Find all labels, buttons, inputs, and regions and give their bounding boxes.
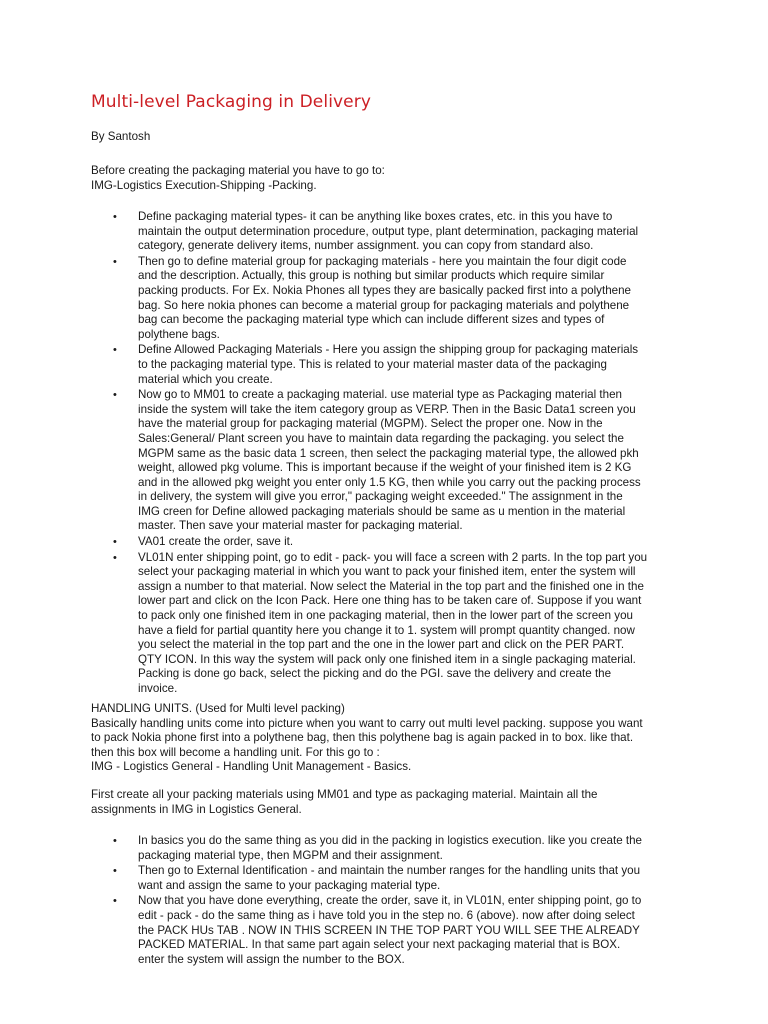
list-item-line: select your packaging material in which you want to pack your finished item, enter the system will bbox=[138, 565, 636, 579]
list-item-line: weight, allowed pkg volume. This is important because if the weight of your finished item is 2 KG bbox=[138, 461, 632, 475]
list-item-line: and in the allowed pkg weight you enter only 1.5 KG, then while you carry out the packing process bbox=[138, 475, 641, 489]
list-item bbox=[91, 210, 691, 254]
list-item-line: you select the material in the top part and the one in the lower part and click on the PER PART. bbox=[138, 638, 625, 652]
bullet-icon: • bbox=[113, 389, 117, 402]
list-item-line: and the description. Actually, this group is nothing but similar products which require similar bbox=[138, 269, 605, 283]
document-title: Multi-level Packaging in Delivery bbox=[91, 92, 371, 112]
list-item-line: Now go to MM01 to create a packaging material. use material type as Packaging material then bbox=[138, 388, 622, 402]
list-item-line: enter the system will assign the number to the BOX. bbox=[138, 952, 405, 966]
list-item-line: Then go to define material group for packaging materials - here you maintain the four digit code bbox=[138, 254, 627, 268]
list-item bbox=[91, 388, 691, 534]
list-item-line: packaging material type, then MGPM and their assignment. bbox=[138, 848, 443, 862]
bullet-icon: • bbox=[113, 865, 117, 878]
list-item bbox=[91, 255, 691, 343]
list-item-line: VL01N enter shipping point, go to edit - pack- you will face a screen with 2 parts. In the top part you bbox=[138, 550, 648, 564]
list-item-line: material which you create. bbox=[138, 372, 273, 386]
list-item-line: lower part and click on the Icon Pack. Here one thing has to be taken care of. Suppose if you want bbox=[138, 594, 642, 608]
first-create-line: assignments in IMG in Logistics General. bbox=[91, 802, 302, 816]
list-item-line: Sales:General/ Plant screen you have to maintain data regarding the packaging. you select the bbox=[138, 431, 624, 445]
list-item-line: PACKED MATERIAL. In that same part again select your next packaging material that is BOX. bbox=[138, 938, 621, 952]
list-item-line: Define Allowed Packaging Materials - Here you assign the shipping group for packaging materials bbox=[138, 343, 639, 357]
list-item bbox=[91, 343, 691, 387]
list-item-line: in delivery, the system will give you error," packaging weight exceeded." The assignment in the bbox=[138, 490, 623, 504]
bullet-icon: • bbox=[113, 835, 117, 847]
list-item-line: have a field for partial quantity here you change it to 1. system will prompt quantity changed. now bbox=[138, 623, 635, 637]
list-item-line: packing products. For Ex. Nokia Phones all types they are basically packed first into a polythene bbox=[138, 283, 631, 297]
handling-units-line: then this box will become a handling unit. For this go to : bbox=[91, 745, 380, 759]
list-item-line: the PACK HUs TAB . NOW IN THIS SCREEN IN THE TOP PART YOU WILL SEE THE ALREADY bbox=[138, 923, 640, 937]
handling-units-section bbox=[91, 702, 643, 775]
list-item-line: edit - pack - do the same thing as i have told you in the step no. 6 (above). now after doing select bbox=[138, 908, 635, 922]
intro-paragraph bbox=[91, 164, 385, 193]
list-item-line: MGPM same as the basic data 1 screen, then select the packaging material type, the allowed pkh bbox=[138, 446, 639, 460]
list-item bbox=[91, 535, 691, 550]
bullet-icon: • bbox=[113, 895, 117, 908]
list-item-line: IMG creen for Define allowed packaging materials should be same as u mention in the material bbox=[138, 504, 626, 518]
bullet-icon: • bbox=[113, 211, 117, 223]
handling-units-line: IMG - Logistics General - Handling Unit Management - Basics. bbox=[91, 760, 412, 774]
list-item-line: master. Then save your material master for packaging material. bbox=[138, 519, 463, 533]
list-item-line: Then go to External Identification - and maintain the number ranges for the handling units that you bbox=[138, 864, 641, 878]
bullet-icon: • bbox=[113, 255, 117, 268]
list-item bbox=[91, 551, 691, 697]
list-item-line: polythene bags. bbox=[138, 327, 220, 341]
author-line: By Santosh bbox=[91, 130, 151, 143]
list-item bbox=[91, 894, 691, 967]
intro-line: Before creating the packaging material you have to go to: bbox=[91, 164, 385, 177]
list-item bbox=[91, 834, 691, 863]
handling-units-line: to pack Nokia phone first into a polythene bag, then this polythene bag is again packed in to box. like that. bbox=[91, 731, 634, 745]
list-item-line: bag can become the packaging material type which can include different sizes and types of bbox=[138, 313, 605, 327]
list-item-line: assign a number to that material. Now select the Material in the top part and the finished one in the bbox=[138, 579, 644, 593]
list-item-line: Now that you have done everything, create the order, save it, in VL01N, enter shipping point, go to bbox=[138, 894, 642, 908]
list-item-line: Packing is done go back, select the picking and do the PGI. save the delivery and create the bbox=[138, 667, 612, 681]
handling-units-heading: HANDLING UNITS. (Used for Multi level packing) bbox=[91, 702, 345, 715]
packing-steps-list bbox=[91, 210, 691, 698]
intro-line: IMG-Logistics Execution-Shipping -Packing. bbox=[91, 178, 317, 192]
list-item-line: VA01 create the order, save it. bbox=[138, 535, 294, 549]
list-item-line: In basics you do the same thing as you did in the packing in logistics execution. like you create the bbox=[138, 834, 642, 847]
bullet-icon: • bbox=[113, 551, 117, 564]
first-create-paragraph bbox=[91, 788, 598, 817]
list-item-line: category, generate delivery items, number assignment. you can copy from standard also. bbox=[138, 239, 594, 253]
list-item-line: to pack only one finished item in one packaging material, then in the lower part of the screen you bbox=[138, 609, 633, 623]
list-item-line: Define packaging material types- it can be anything like boxes crates, etc. in this you have to bbox=[138, 210, 613, 223]
handling-unit-steps-list bbox=[91, 834, 691, 968]
list-item bbox=[91, 864, 691, 893]
bullet-icon: • bbox=[113, 536, 117, 549]
bullet-icon: • bbox=[113, 344, 117, 357]
first-create-line: First create all your packing materials using MM01 and type as packaging material. Maintain all the bbox=[91, 788, 598, 801]
list-item-line: QTY ICON. In this way the system will pack only one finished item in a single packaging material. bbox=[138, 652, 636, 666]
list-item-line: invoice. bbox=[138, 682, 178, 695]
list-item-line: want and assign the same to your packaging material type. bbox=[138, 878, 441, 892]
list-item-line: have the material group for packaging material (MGPM). Select the proper one. Now in the bbox=[138, 417, 603, 431]
list-item-line: bag. So here nokia phones can become a material group for packaging materials and polythene bbox=[138, 298, 630, 312]
list-item-line: to the packaging material type. This is related to your material master data of the packaging bbox=[138, 357, 607, 371]
list-item-line: inside the system will take the item category group as VERP. Then in the Basic Data1 screen you bbox=[138, 402, 636, 416]
list-item-line: maintain the output determination procedure, output type, plant determination, packaging material bbox=[138, 224, 639, 238]
handling-units-line: Basically handling units come into picture when you want to carry out multi level packing. suppose you want bbox=[91, 716, 643, 730]
